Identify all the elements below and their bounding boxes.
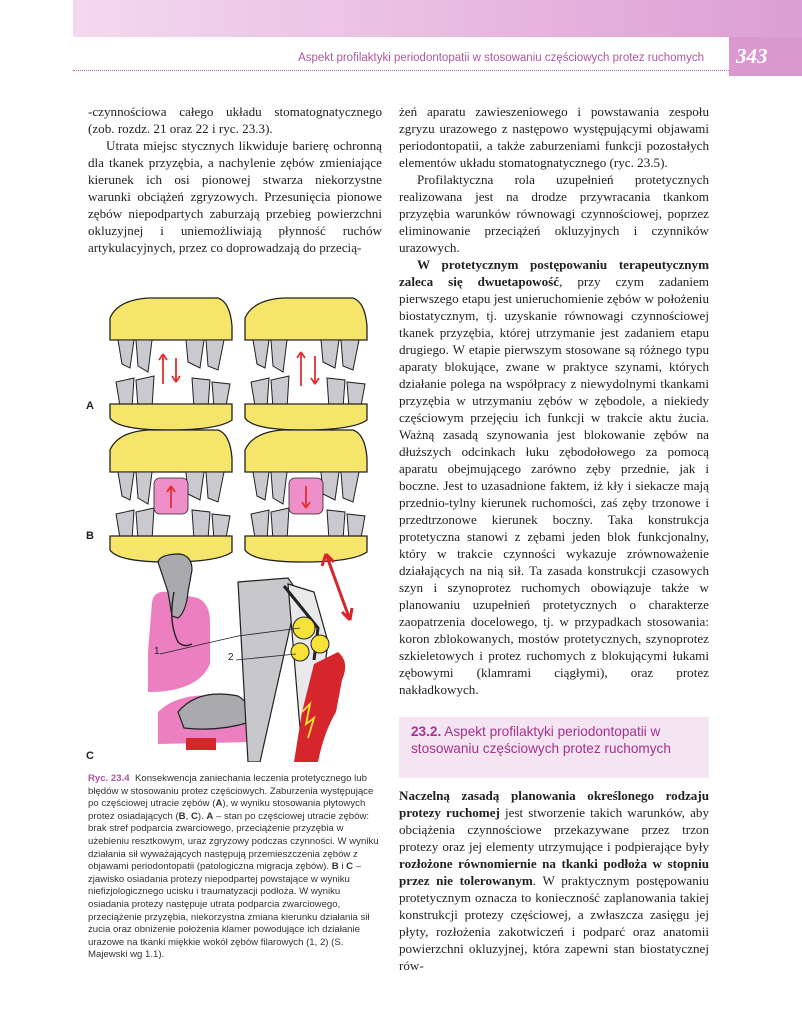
figure-callout-1: 1 [154, 646, 160, 657]
caption-text: ). [197, 810, 207, 822]
figure-illustration [88, 292, 380, 762]
caption-ref: B [178, 810, 186, 822]
figure-23-4 [88, 292, 380, 762]
header-band [73, 0, 802, 37]
figure-label-b: B [86, 530, 94, 542]
section-title-text: Aspekt profilaktyki periodontopatii w stosowaniu częściowych protez ruchomych [411, 724, 671, 756]
bold-phrase: rozłożone równomiernie na tkanki podłoża w stopniu przez nie tolerowanym [399, 856, 709, 888]
right-column-2 [399, 787, 709, 974]
caption-text: Konsekwencja zaniechania leczenia protetycznego lub błędów w stosowaniu protez częściowych. Zaburzenia występujące po częściowej utracie zębów ( [88, 773, 374, 810]
jaw-diagram-a-left [110, 298, 232, 430]
figure-caption [88, 773, 380, 962]
figure-label-c: C [86, 750, 94, 762]
caption-ref: B [331, 861, 339, 873]
paragraph: żeń aparatu zawieszeniowego i powstawania zespołu zgryzu urazowego z następowo występującymi objawami periodontopatii, a także zaburzeniami funkcji pozostałych elementów układu stomatognatycznego (ryc. 23.5). [399, 104, 709, 170]
caption-text: , [185, 810, 191, 822]
caption-text: – stan po częściowej utracie zębów: brak stref podparcia zwarciowego, przeciążenie przyzębia w użebieniu resztkowym, uraz zgryzowy podczas czynności. W wyniku działania sił wyważających następują przemieszczenia zębów z objawami periodontopatii (patologiczna migracja zębów). [88, 810, 379, 873]
caption-text: i [338, 861, 347, 873]
jaw-diagram-b-left [110, 430, 232, 562]
caption-text: ), w wyniku stosowania płytowych protez osiadających ( [88, 798, 366, 822]
paragraph [399, 256, 709, 698]
caption-ref: A [215, 798, 223, 810]
paragraph-text: jest stworzenie takich warunków, aby obciążenia czynnościowe przekazywane przez trzon protezy oraz jej elementy utrzymujące i podpierające były [399, 805, 709, 854]
page-number: 343 [736, 44, 768, 68]
paragraph: -czynnościowa całego układu stomatognatycznego (zob. rozdz. 21 oraz 22 i ryc. 23.3). [88, 104, 382, 136]
caption-ref: A [206, 810, 214, 822]
left-column [88, 103, 382, 256]
paragraph-text: . W praktycznym postępowaniu protetycznym oznacza to konieczność zaplanowania takiej konstrukcji protezy częściowej, a zwłaszcza zasięgu jej płyty, rozłożenia zakotwiczeń i podparć oraz anatomii powierzchni okluzyjnej, która zapewni stan biostatycznej rów- [399, 873, 709, 973]
figure-callout-2: 2 [228, 652, 234, 663]
paragraph [399, 787, 709, 974]
jaw-diagram-a-right [245, 298, 367, 430]
cross-section-c [148, 554, 352, 762]
paragraph-text: , przy czym zadaniem pierwszego etapu jest unieruchomienie zębów w położeniu biostatycznym, tj. uzyskanie równowagi czynnościowej tkanek przyzębia, której utrzymanie jest zadaniem etapu drugiego. W etapie pierwszym stosowane są różnego typu aparaty blokujące, zwane w praktyce szynami, których działanie polega na współpracy z niewydolnymi tkankami przyzębia w utrzymaniu zębów w zębodole, a niekiedy częściowym przejęciu ich funkcji w trakcie aktu żucia. Ważną zasadą szynowania jest blokowanie zębów na dłuższych odcinkach łuku zębodołowego za pomocą aparatu obejmującego zarówno zęby przednie, jak i boczne. Jest to uzasadnione faktem, iż kły i siekacze mają przednio-tylny kierunek ruchomości, zaś zęby trzonowe i przedtrzonowe kierunek boczny. Taka konstrukcja protetyczna stanowi z zębami jeden blok funkcjonalny, który w trakcie czynności wykazuje zrównoważenie działających na nią sił. Ta zasada konstrukcji czasowych szyn i szynoprotez ruchomych obowiązuje także w planowaniu uzupełnień protetycznych o charakterze zaopatrzenia docelowego, tj. w przypadkach stosowania: koron zblokowanych, mostów protetycznych, szynoprotez szkieletowych i protez ruchomych z blokującymi łukami zębowymi (klamrami ciągłymi), oraz protez nakładkowych. [399, 274, 709, 697]
section-heading [411, 723, 701, 757]
caption-label: Ryc. 23.4 [88, 773, 130, 784]
caption-ref: C [190, 810, 198, 822]
caption-ref: C [346, 861, 354, 873]
right-column [399, 103, 709, 698]
header-divider [73, 70, 729, 71]
paragraph: Profilaktyczna rola uzupełnień protetycznych realizowana jest na drodze przywracania tkankom przyzębia warunków równowagi czynnościowej, poprzez eliminowanie przeciążeń okluzyjnych i czynników urazowych. [399, 172, 709, 255]
bold-phrase: Naczelną zasadą planowania określonego rodzaju protezy ruchomej [399, 788, 709, 820]
paragraph: Utrata miejsc stycznych likwiduje barierę ochronną dla tkanek przyzębia, a nachylenie zębów zmieniające kierunek ich osi pionowej stwarza niekorzystne warunki obciążeń zgryzowych. Przesunięcia pionowe zębów niepodpartych zaburzają przebieg powierzchni okluzyjnej i uniemożliwiają płynność ruchów artykulacyjnych, przez co doprowadzają do przecią- [88, 138, 382, 255]
bold-phrase: W protetycznym postępowaniu terapeutycznym zaleca się dwuetapowość [399, 257, 709, 289]
figure-label-a: A [86, 400, 94, 412]
jaw-diagram-b-right [245, 430, 367, 562]
section-number: 23.2. [411, 724, 442, 739]
running-head: Aspekt profilaktyki periodontopatii w stosowaniu częściowych protez ruchomych [298, 52, 704, 64]
caption-text: – zjawisko osiadania protezy niepodpartej powstające w wyniku niefizjologicznego ucisku i traumatyzacji podłoża. W wyniku osiadania protezy następuje utrata podparcia zwarciowego, przeciążenie przyzębia, niekorzystna zmiana kierunku działania sił żucia oraz obniżenie położenia klamer powodujące ich działanie urazowe na tkanki miękkie wokół zębów filarowych (1, 2) (S. Majewski wg 1.1). [88, 861, 370, 961]
